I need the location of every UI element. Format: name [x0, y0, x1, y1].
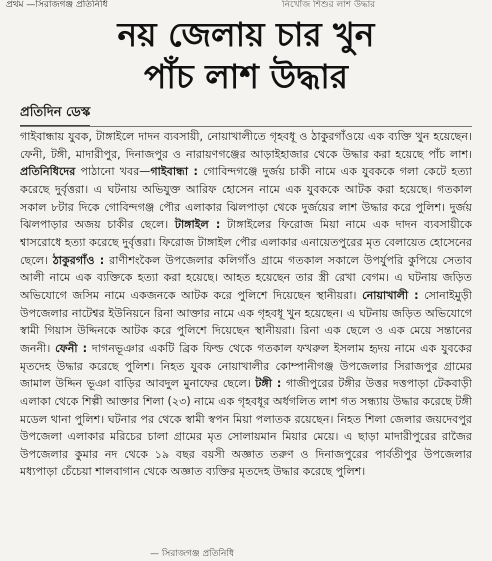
gaibandha-text: গোবিন্দগঞ্জে দুর্জয় চাকী নামে এক যুবককে গলা কেটে হত্যা করেছে দুর্বৃত্তরা। এ ঘটনায় অভিযুক্ত আরিফ হোসেন নামে এক যুবককে আটক করা হয়েছে। গতকাল সকাল ৮টার দিকে গোবিন্দগঞ্জ পৌর এলাকার ঝিলপাড়া থেকে দুর্জয়ের লাশ উদ্ধার করে পুলিশ। দুর্জয় ঝিলপাড়ার অজয় চাকীর ছেলে।: [20, 165, 472, 232]
gaibandha-label: গাইবান্ধা :: [150, 165, 198, 179]
headline: [0, 14, 492, 98]
article-intro-end: পাঠানো খবর—: [75, 165, 151, 179]
top-strip-left: প্রথম —সিরাজগঞ্জ প্রতিনিধি: [6, 0, 108, 10]
thakurgaon-label: ঠাকুরগাঁও :: [52, 253, 105, 267]
tangail-label: টাঙ্গাইল :: [174, 218, 221, 232]
article-intro-bold: প্রতিনিধিদের: [20, 165, 76, 179]
top-strip-right: নিখোঁজ শিশুর লাশ উদ্ধার: [282, 0, 376, 10]
feni-label: ফেনী :: [55, 341, 88, 355]
article-body: [20, 128, 472, 552]
bottom-fragment: — সিরাজগঞ্জ প্রতিনিধি: [150, 549, 235, 559]
headline-line-1: নয় জেলায় চার খুন: [117, 15, 375, 54]
article-intro: গাইবান্ধায় যুবক, টাঙ্গাইলে দাদন ব্যবসায়ী, নোয়াখালীতে গৃহবধূ ও ঠাকুরগাঁওয়ে এক ব্যক্তি খুন হয়েছেন। ফেনী, টঙ্গী, মাদারীপুর, দিনাজপুর ও নারায়ণগঞ্জের আড়াইহাজার থেকে উদ্ধার করা হয়েছে পাঁচ লাশ।: [20, 130, 472, 161]
top-strip: [0, 0, 492, 12]
tangail-text: টাঙ্গাইলের ফিরোজ মিয়া নামে এক দাদন ব্যবসায়ীকে শ্বাসরোধে হত্যা করেছে দুর্বৃত্তরা। ফিরোজ টাঙ্গাইল পৌর এলাকার এনায়েতপুরের মৃত বেলায়েত হোসেনের ছেলে।: [20, 218, 472, 267]
feni-text: দাগনভূঞার একটি ব্রিক ফিল্ড থেকে গতকাল ফখরুল ইসলাম হৃদয় নামে এক যুবকের মৃতদেহ উদ্ধার করেছে পুলিশ। নিহত যুবক নোয়াখালীর কোম্পানীগঞ্জ উপজেলার সিরাজপুর গ্রামের জামাল উদ্দিন ভূঞা বাড়ির আবদুল মুনাফের ছেলে।: [20, 341, 472, 391]
tongi-text: গাজীপুরের টঙ্গীর উত্তর দত্তপাড়া টেকবাড়ী এলাকা থেকে শিল্পী আক্তার শিলা (২৩) নামে এক গৃহবধূর অর্ধগলিত লাশ গত সন্ধ্যায় উদ্ধার করেছে টঙ্গী মডেল থানা পুলিশ। ঘটনার পর থেকে স্বামী স্বপন মিয়া পলাতক রয়েছেন। নিহত শিলা জেলার জয়দেবপুর উপজেলা এলাকার মরিচের চালা গ্রামের মৃত সোলায়মান মিয়ার মেয়ে। এ ছাড়া মাদারীপুরের রাজৈর উপজেলার কুমার নদ থেকে ১৯ বছর বয়সী অজ্ঞাত তরুণ ও দিনাজপুরের পার্বতীপুর উপজেলার মধ্যপাড়া চেঁচেয়া শালবাগান থেকে অজ্ঞাত ব্যক্তির মৃতদেহ উদ্ধার করেছে পুলিশ।: [20, 377, 472, 479]
noakhali-label: নোয়াখালী :: [362, 288, 419, 302]
tongi-label: টঙ্গী :: [255, 377, 282, 391]
headline-line-2: পাঁচ লাশ উদ্ধার: [143, 57, 349, 96]
byline: প্রতিদিন ডেস্ক: [20, 103, 90, 126]
article-paragraph: [20, 128, 472, 481]
thakurgaon-text: রাণীশংকৈল উপজেলার কলিগাঁও গ্রামে গতকাল সকালে উপর্যুপরি কুপিয়ে সেতাব আলী নামে এক ব্যক্তিকে হত্যা করা হয়েছে। আহত হয়েছেন তার স্ত্রী রেখা বেগম। এ ঘটনায় জড়িত অভিযোগে জসিম নামে একজনকে আটক করে পুলিশে দিয়েছেন স্থানীয়রা।: [20, 253, 472, 302]
noakhali-text: সোনাইমুড়ী উপজেলার নাটেশ্বর ইউনিয়নে রিনা আক্তার নামে এক গৃহবধূ খুন হয়েছেন। এ ঘটনায় জড়িত অভিযোগে স্বামী গিয়াস উদ্দিনকে আটক করে পুলিশে দিয়েছেন স্থানীয়রা। রিনা এক ছেলে ও এক মেয়ে সন্তানের জননী।: [20, 288, 472, 355]
divider: [20, 126, 472, 127]
